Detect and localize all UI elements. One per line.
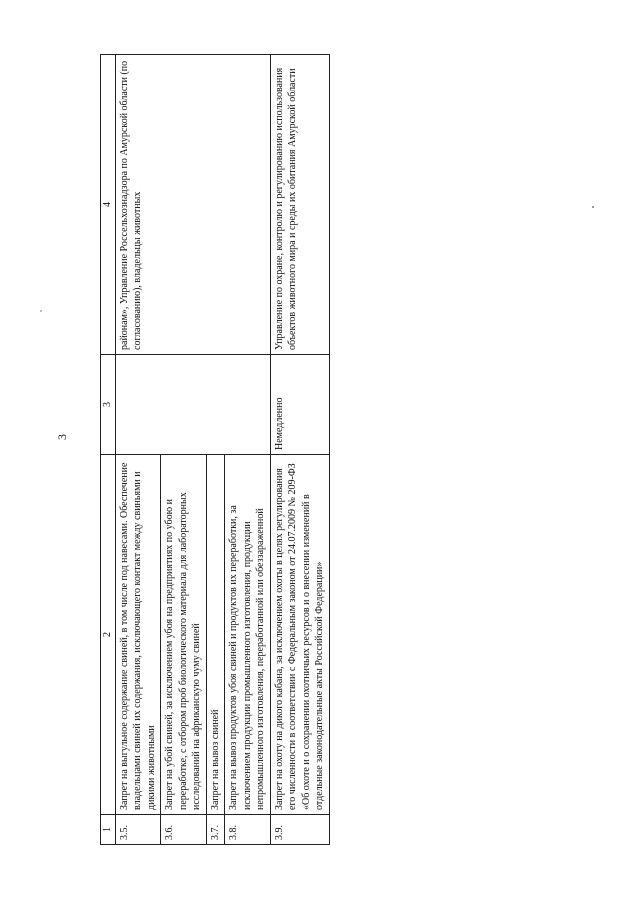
row-number: 3.7.	[206, 815, 225, 845]
table-row	[115, 55, 161, 845]
column-header: 4	[101, 55, 116, 355]
column-header: 3	[101, 355, 116, 455]
deadline-cell	[115, 355, 270, 455]
row-number: 3.5.	[115, 815, 161, 845]
measure-cell: Запрет на убой свиней, за исключением убоя на предприятиях по убою и переработке, с отбором проб биологического материала для лабораторных исследований на африканскую чуму свиней	[161, 455, 207, 815]
row-number: 3.6.	[161, 815, 207, 845]
scan-speck	[40, 310, 42, 312]
responsible-cell: районам», Управление Россельхознадзора по Амурской области (по согласованию), владельцы животных	[115, 55, 270, 355]
column-header: 1	[101, 815, 116, 845]
page-number: 3	[55, 434, 69, 440]
header-row	[101, 55, 116, 845]
responsible-cell: Управление по охране, контролю и регулированию использования объектов животного мира и среды их обитания Амурской области	[270, 55, 329, 355]
row-number: 3.9.	[270, 815, 329, 845]
measure-cell: Запрет на охоту на дикого кабана, за исключением охоты в целях регулирования его численности в соответствии с Федеральным законом от 24.07.2009 № 209-ФЗ «Об охоте и о сохранении охотничьих ресурсов и о внесении изменений в отдельные законодательные акты Российской Федерации»	[270, 455, 329, 815]
rotated-table-container	[100, 55, 330, 845]
column-header: 2	[101, 455, 116, 815]
measure-cell: Запрет на выгульное содержание свиней, в том числе под навесами. Обеспечение владельцами свиней их содержания, исключающего контакт между свиньями и дикими животными	[115, 455, 161, 815]
measure-cell: Запрет на вывоз свиней	[206, 455, 225, 815]
scan-speck	[592, 206, 594, 208]
measures-table	[100, 54, 330, 845]
deadline-cell: Немедленно	[270, 355, 329, 455]
row-number: 3.8.	[225, 815, 271, 845]
table-row	[270, 55, 329, 845]
measure-cell: Запрет на вывоз продуктов убоя свиней и продуктов их переработки, за исключением продукции промышленного изготовления, продукции непромышленного изготовления, переработанной или обеззараженной	[225, 455, 271, 815]
